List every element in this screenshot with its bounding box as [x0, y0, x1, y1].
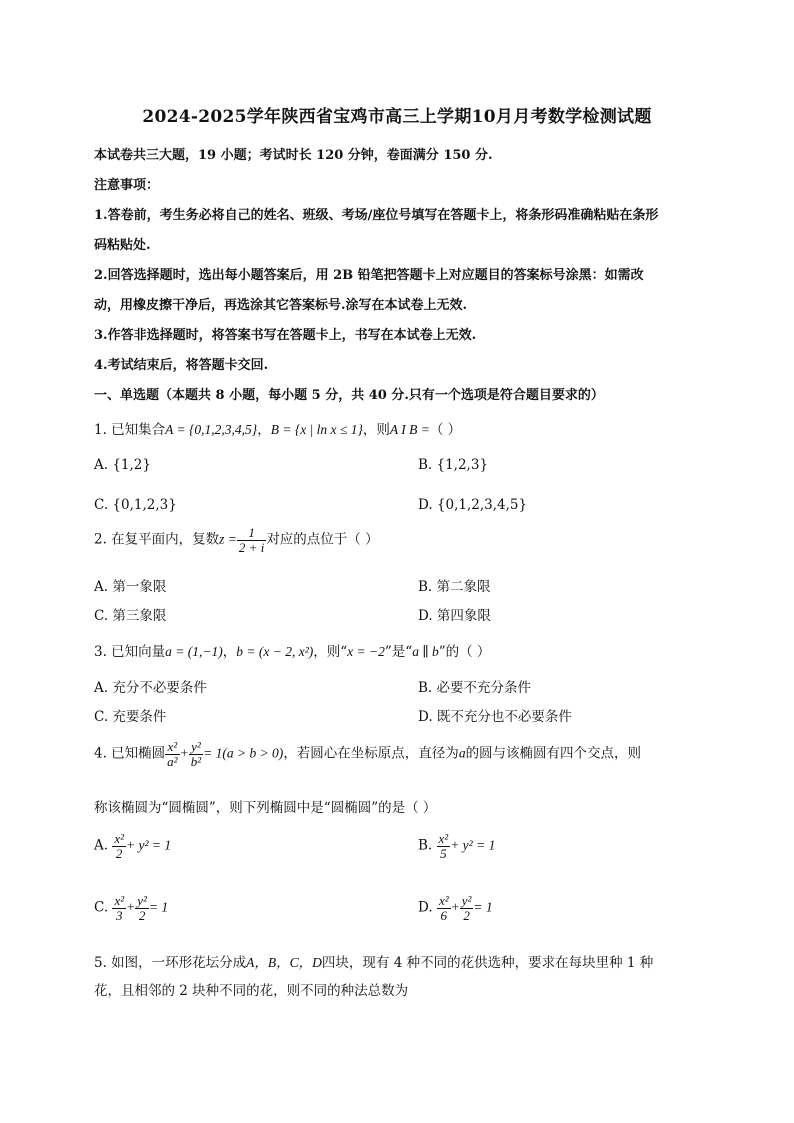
q3-parallel: a ∥ b	[412, 644, 439, 659]
q3-option-a: A. 充分不必要条件	[94, 680, 207, 696]
q3-mid2: ”是“	[384, 644, 413, 660]
q4-frac-x	[165, 740, 179, 768]
q4-plus: +	[179, 745, 189, 761]
q3-vector-a: a = (1,−1)	[165, 644, 223, 659]
q4-b-label: B.	[418, 837, 433, 854]
q4-b-num: x²	[438, 831, 449, 846]
q1-option-a: A. {1,2}	[94, 457, 151, 473]
q3-sep: ，	[222, 644, 237, 660]
question-4	[94, 740, 641, 768]
q1-prefix: 1. 已知集合	[94, 422, 166, 438]
q4-b-rest: + y² = 1	[450, 837, 496, 853]
notice-3: 3.作答非选择题时，将答案书写在答题卡上，书写在本试卷上无效.	[94, 328, 477, 343]
q4-prefix: 4. 已知椭圆	[94, 745, 166, 762]
q3-option-d: D. 既不充分也不必要条件	[418, 709, 572, 725]
q1-set-b: B = {x | ln x ≤ 1}	[270, 422, 363, 437]
q2-suffix: 对应的点位于（ ）	[266, 531, 379, 548]
q4-d-num1: x²	[438, 893, 449, 908]
notice-4: 4.考试结束后，将答题卡交回.	[94, 358, 269, 373]
q4-suffix2: 的圆与该椭圆有四个交点，则	[465, 745, 642, 762]
q4-line2: 称该椭圆为“圆椭圆”，则下列椭圆中是“圆椭圆”的是（ ）	[94, 800, 437, 816]
q1-option-d: D. {0,1,2,3,4,5}	[418, 497, 528, 513]
q5-line2: 花，且相邻的 2 块种不同的花，则不同的种法总数为	[94, 983, 409, 999]
q3-vector-b: b = (x − 2, x²)	[236, 644, 314, 659]
q2-option-a: A. 第一象限	[94, 579, 167, 595]
q2-num: 1	[237, 526, 266, 541]
q4-b-den: 5	[440, 845, 447, 861]
q1-set-a: A = {0,1,2,3,4,5}	[165, 422, 258, 437]
notice-1a: 1.答卷前，考生务必将自己的姓名、班级、考场/座位号填写在答题卡上，将条形码准确粘贴在条形	[94, 208, 659, 223]
question-1	[94, 418, 461, 438]
q3-option-b: B. 必要不充分条件	[418, 680, 532, 696]
notice-1b: 码粘贴处.	[94, 238, 151, 253]
q4-d-num2: y²	[461, 893, 472, 908]
q4-d-rest: = 1	[473, 899, 493, 915]
q2-option-b: B. 第二象限	[418, 579, 491, 595]
q4-a-den: 2	[115, 845, 123, 861]
notice-2b: 动，用橡皮擦干净后，再选涂其它答案标号.涂写在本试卷上无效.	[94, 298, 468, 313]
q1-expr: A I B =	[389, 422, 430, 437]
q4-c-num1: x²	[114, 893, 125, 908]
q4-c-rest: = 1	[148, 899, 169, 915]
question-2	[94, 526, 379, 554]
notice-title: 注意事项：	[94, 178, 160, 193]
q4-f2-num: y²	[189, 740, 203, 755]
q2-prefix: 2. 在复平面内，复数	[94, 531, 220, 548]
notice-2a: 2.回答选择题时，选出每小题答案后，用 2B 铅笔把答题卡上对应题目的答案标号涂黑：如需改	[94, 268, 644, 283]
q3-mid: ，则“	[313, 644, 348, 660]
q4-a-num: x²	[114, 831, 125, 846]
question-3	[94, 640, 490, 660]
q4-d-frac2	[460, 894, 474, 922]
q5-parts: A，B，C，D	[246, 955, 322, 970]
q2-option-c: C. 第三象限	[94, 608, 167, 624]
q4-a-label: A.	[94, 837, 109, 854]
question-5	[94, 951, 653, 971]
q2-z: z =	[219, 531, 237, 547]
q4-frac-y	[189, 740, 203, 768]
q4-b-frac	[437, 832, 451, 860]
q5-text-b: 四块，现有 4 种不同的花供选种，要求在每块里种 1 种	[321, 955, 654, 971]
q3-condition: x = −2	[347, 644, 385, 659]
q1-comma: ，	[257, 422, 271, 438]
q4-f2-den: b²	[190, 753, 202, 769]
q4-c-den1: 3	[116, 907, 123, 923]
q1-paren: （ ）	[429, 422, 462, 438]
q4-c-den2: 2	[138, 907, 146, 923]
exam-info: 本试卷共三大题，19 小题；考试时长 120 分钟，卷面满分 150 分.	[94, 148, 493, 163]
q4-option-b	[418, 832, 495, 860]
q4-d-den1: 6	[440, 907, 448, 923]
q3-suffix: ”的（ ）	[438, 644, 491, 660]
q4-a: a	[458, 745, 466, 761]
q1-suffix: ，则	[362, 422, 390, 438]
q4-f1-den: a²	[167, 753, 178, 769]
q4-a-frac	[112, 832, 126, 860]
q2-option-d: D. 第四象限	[418, 608, 491, 624]
q4-suffix: ，若圆心在坐标原点，直径为	[283, 745, 459, 762]
q3-option-c: C. 充要条件	[94, 709, 167, 725]
q4-eq: = 1(a > b > 0)	[203, 745, 284, 761]
q4-c-num2: y²	[137, 893, 147, 908]
q4-option-a	[94, 832, 171, 860]
q2-den: 2 + i	[238, 539, 265, 555]
page-title: 2024-2025学年陕西省宝鸡市高三上学期10月月考数学检测试题	[142, 107, 652, 127]
q4-d-frac1	[437, 894, 451, 922]
q4-c-frac2	[135, 894, 149, 922]
q4-d-den2: 2	[463, 907, 470, 923]
q1-option-c: C. {0,1,2,3}	[94, 497, 177, 513]
q1-option-b: B. {1,2,3}	[418, 457, 489, 473]
q4-option-d: D. $\frac{\text{x²}}{6}$ + $\frac{\text{y²}}{2}$ = 1	[418, 893, 493, 923]
q4-c-label: C.	[94, 899, 109, 916]
q4-f1-num: x²	[165, 740, 179, 755]
q4-option-c: C. $\frac{\text{x²}}{3}$ + $\frac{\text{y²}}{2}$ = 1	[94, 893, 169, 923]
q5-text-a: 5. 如图，一环形花坛分成	[94, 955, 247, 971]
q3-prefix: 3. 已知向量	[94, 644, 166, 660]
section-heading: 一、单选题（本题共 8 小题，每小题 5 分，共 40 分.只有一个选项是符合题目要求的）	[94, 388, 604, 403]
q4-d-label: D.	[418, 899, 433, 916]
q4-a-rest: + y² = 1	[126, 837, 172, 853]
q2-fraction	[237, 526, 266, 554]
q4-c-frac1	[112, 894, 126, 922]
